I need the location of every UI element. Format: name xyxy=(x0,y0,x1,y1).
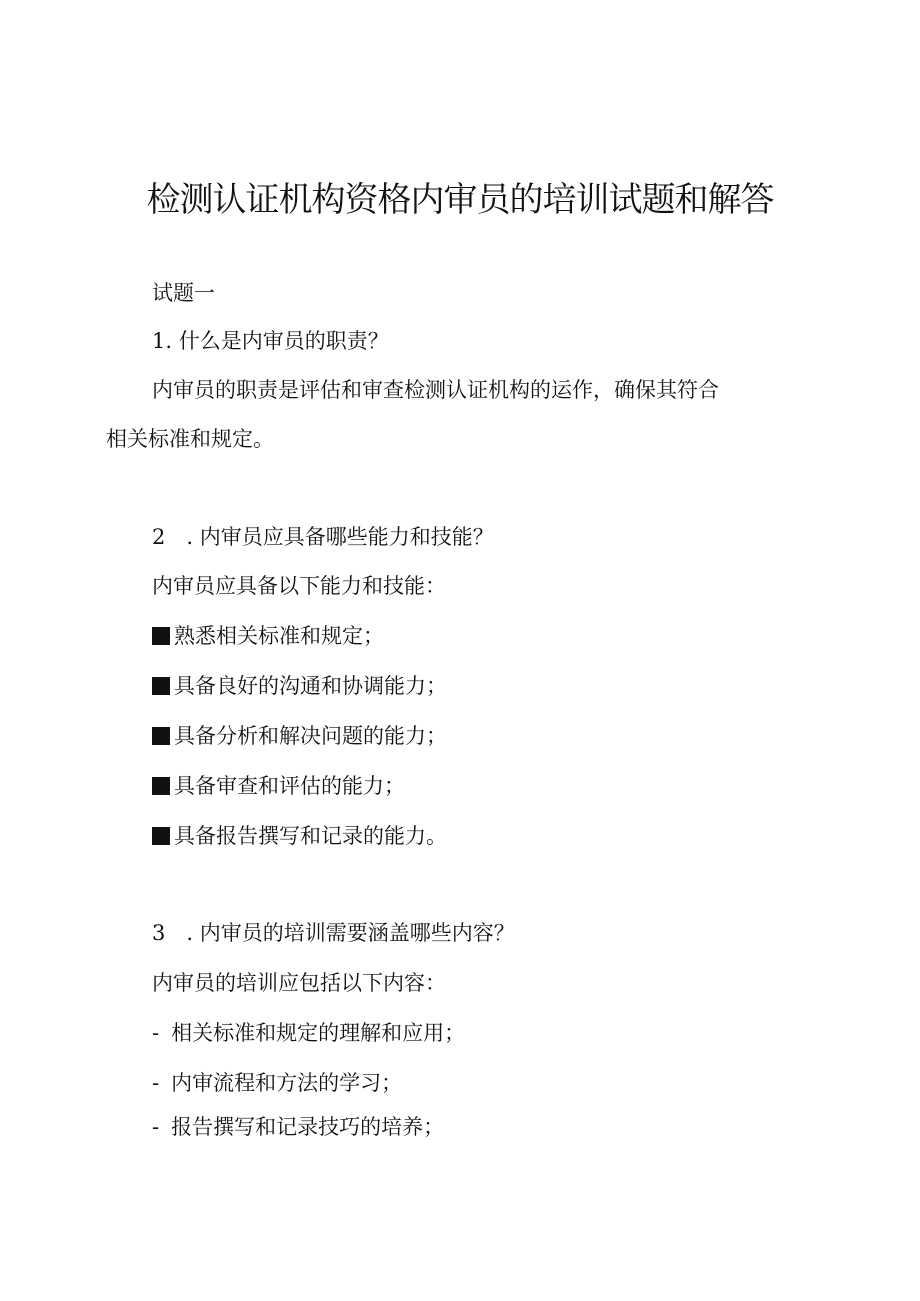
list-item-text: 报告撰写和记录技巧的培养； xyxy=(171,1115,445,1139)
question-1: 1. 什么是内审员的职责？ xyxy=(152,329,389,353)
list-item xyxy=(152,821,447,851)
dash-marker: - xyxy=(152,1021,160,1045)
list-item-text: 熟悉相关标准和规定； xyxy=(174,624,384,648)
answer-2-intro: 内审员应具备以下能力和技能： xyxy=(152,574,446,598)
bullet-square-icon xyxy=(152,627,170,645)
list-item xyxy=(152,621,384,651)
list-item xyxy=(152,771,405,801)
list-item-text: 具备报告撰写和记录的能力。 xyxy=(174,824,447,848)
dash-marker: - xyxy=(152,1115,160,1139)
document-title: 检测认证机构资格内审员的培训试题和解答 xyxy=(146,180,774,220)
answer-3-intro: 内审员的培训应包括以下内容： xyxy=(152,971,446,995)
list-item xyxy=(152,1018,465,1048)
dash-marker: - xyxy=(152,1071,160,1095)
bullet-square-icon xyxy=(152,727,170,745)
question-2: 2 . 内审员应具备哪些能力和技能？ xyxy=(152,525,494,549)
list-item xyxy=(152,671,447,701)
question-3: 3 . 内审员的培训需要涵盖哪些内容？ xyxy=(152,921,515,945)
list-item xyxy=(152,721,447,751)
list-item-text: 内审流程和方法的学习； xyxy=(171,1071,403,1095)
bullet-square-icon xyxy=(152,677,170,695)
list-item xyxy=(152,1112,444,1142)
bullet-square-icon xyxy=(152,827,170,845)
list-item-text: 具备分析和解决问题的能力； xyxy=(174,724,447,748)
bullet-square-icon xyxy=(152,777,170,795)
answer-1-line-2: 相关标准和规定。 xyxy=(106,427,274,451)
section-label: 试题一 xyxy=(152,281,215,305)
list-item-text: 具备审查和评估的能力； xyxy=(174,774,405,798)
answer-1-line-1: 内审员的职责是评估和审查检测认证机构的运作，确保其符合 xyxy=(152,378,719,402)
list-item xyxy=(152,1068,402,1098)
list-item-text: 具备良好的沟通和协调能力； xyxy=(174,674,447,698)
list-item-text: 相关标准和规定的理解和应用； xyxy=(171,1021,466,1045)
